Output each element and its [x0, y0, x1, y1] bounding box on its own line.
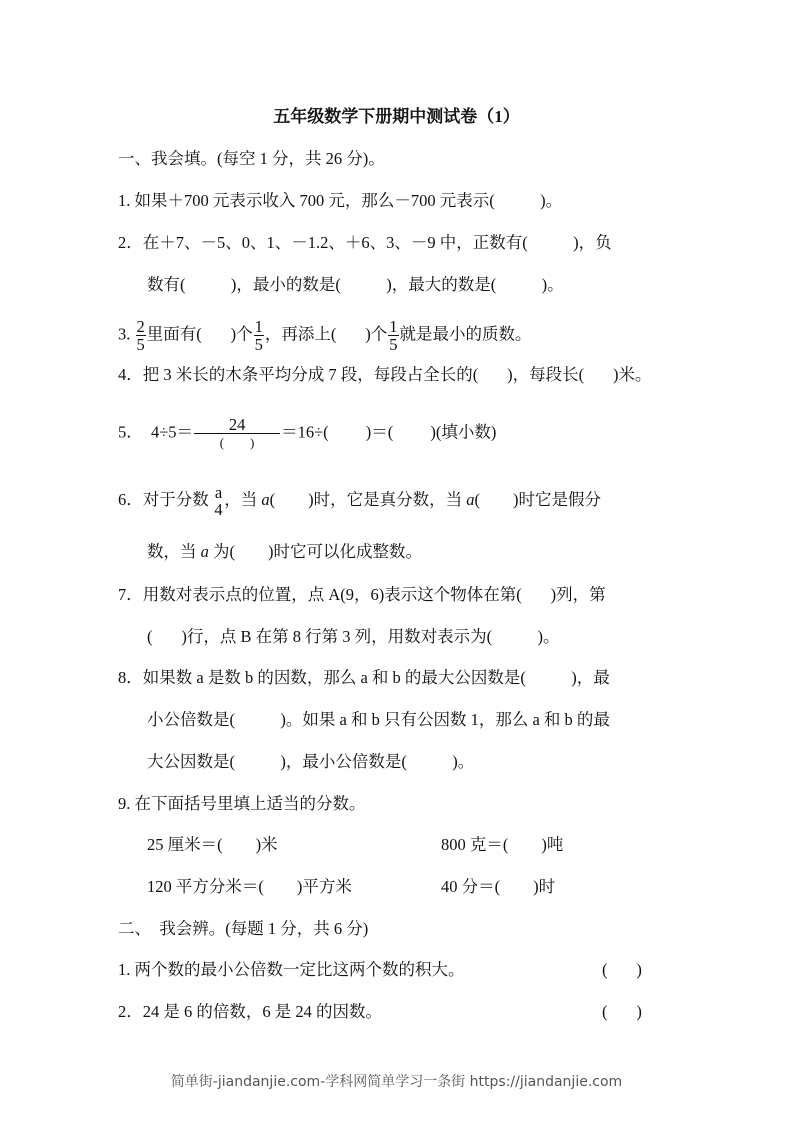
denominator: ( ) [219, 435, 255, 450]
question-2: 2．在＋7、－5、0、1、－1.2、＋6、3、－9 中，正数有( )，负 [118, 233, 612, 252]
text: 5． 4÷5＝ [118, 422, 194, 442]
q9-item: 800 克＝( )吨 [441, 835, 564, 854]
question-1: 1. 如果＋700 元表示收入 700 元，那么－700 元表示( )。 [118, 191, 563, 210]
text: ( )时，它是真分数，当 [269, 489, 467, 509]
judge-2: 2．24 是 6 的倍数，6 是 24 的因数。 [118, 1002, 382, 1021]
question-3 [118, 318, 532, 353]
fraction [388, 318, 398, 353]
denominator: 4 [214, 500, 223, 519]
variable: a [261, 489, 270, 509]
denominator: 5 [254, 335, 263, 354]
numerator: 2 [136, 317, 145, 336]
denominator: 5 [136, 335, 145, 354]
q-number: 3. [118, 324, 135, 344]
judge-1: 1. 两个数的最小公倍数一定比这两个数的积大。 [118, 960, 465, 979]
question-9: 9. 在下面括号里填上适当的分数。 [118, 794, 366, 813]
denominator: 5 [389, 335, 398, 354]
section-heading-judge: 二、 我会辨。(每题 1 分，共 6 分) [118, 919, 369, 938]
footer-watermark: 简单街-jiandanjie.com-学科网简单学习一条街 https://jiandanjie.com [170, 1074, 623, 1090]
question-6 [118, 484, 601, 518]
question-7: 7．用数对表示点的位置，点 A(9，6)表示这个物体在第( )列，第 [118, 585, 606, 604]
section-heading-fill: 一、我会填。(每空 1 分，共 26 分)。 [118, 149, 385, 168]
q9-item: 120 平方分米＝( )平方米 [147, 877, 352, 896]
numerator: 1 [389, 317, 398, 336]
question-5 [118, 416, 496, 451]
judge-blank: ( ) [602, 1002, 642, 1021]
numerator: 24 [194, 416, 280, 434]
text: 为( )时它可以化成整数。 [208, 542, 422, 561]
text: ，当 [224, 489, 262, 509]
question-7-cont: ( )行，点 B 在第 8 行第 3 列，用数对表示为( )。 [147, 627, 560, 646]
question-8: 8．如果数 a 是数 b 的因数，那么 a 和 b 的最大公因数是( )，最 [118, 668, 610, 687]
text: 里面有( )个 [146, 324, 253, 344]
text: 6．对于分数 [118, 489, 213, 509]
numerator: 1 [254, 317, 263, 336]
judge-blank: ( ) [602, 960, 642, 979]
question-6-cont [147, 542, 422, 562]
page-title: 五年级数学下册期中测试卷（1） [273, 107, 520, 126]
q9-item: 40 分＝( )时 [441, 877, 556, 896]
text: 数，当 [147, 542, 201, 561]
fraction [254, 318, 264, 353]
variable: a [200, 542, 209, 561]
text: ＝16÷( )＝( )(填小数) [281, 422, 497, 442]
text: 就是最小的质数。 [399, 324, 532, 344]
question-8-cont2: 大公因数是( )，最小公倍数是( )。 [147, 752, 475, 771]
text: ( )时它是假分 [474, 489, 601, 509]
fraction [214, 484, 223, 518]
fraction [194, 416, 280, 451]
question-8-cont: 小公倍数是( )。如果 a 和 b 只有公因数 1，那么 a 和 b 的最 [147, 710, 610, 729]
question-2-cont: 数有( )，最小的数是( )，最大的数是( )。 [147, 275, 564, 294]
question-4: 4．把 3 米长的木条平均分成 7 段，每段占全长的( )，每段长( )米。 [118, 365, 652, 384]
text: ，再添上( )个 [264, 324, 388, 344]
numerator: a [214, 483, 223, 502]
variable: a [466, 489, 475, 509]
q9-item: 25 厘米＝( )米 [147, 835, 278, 854]
fraction [136, 318, 146, 353]
